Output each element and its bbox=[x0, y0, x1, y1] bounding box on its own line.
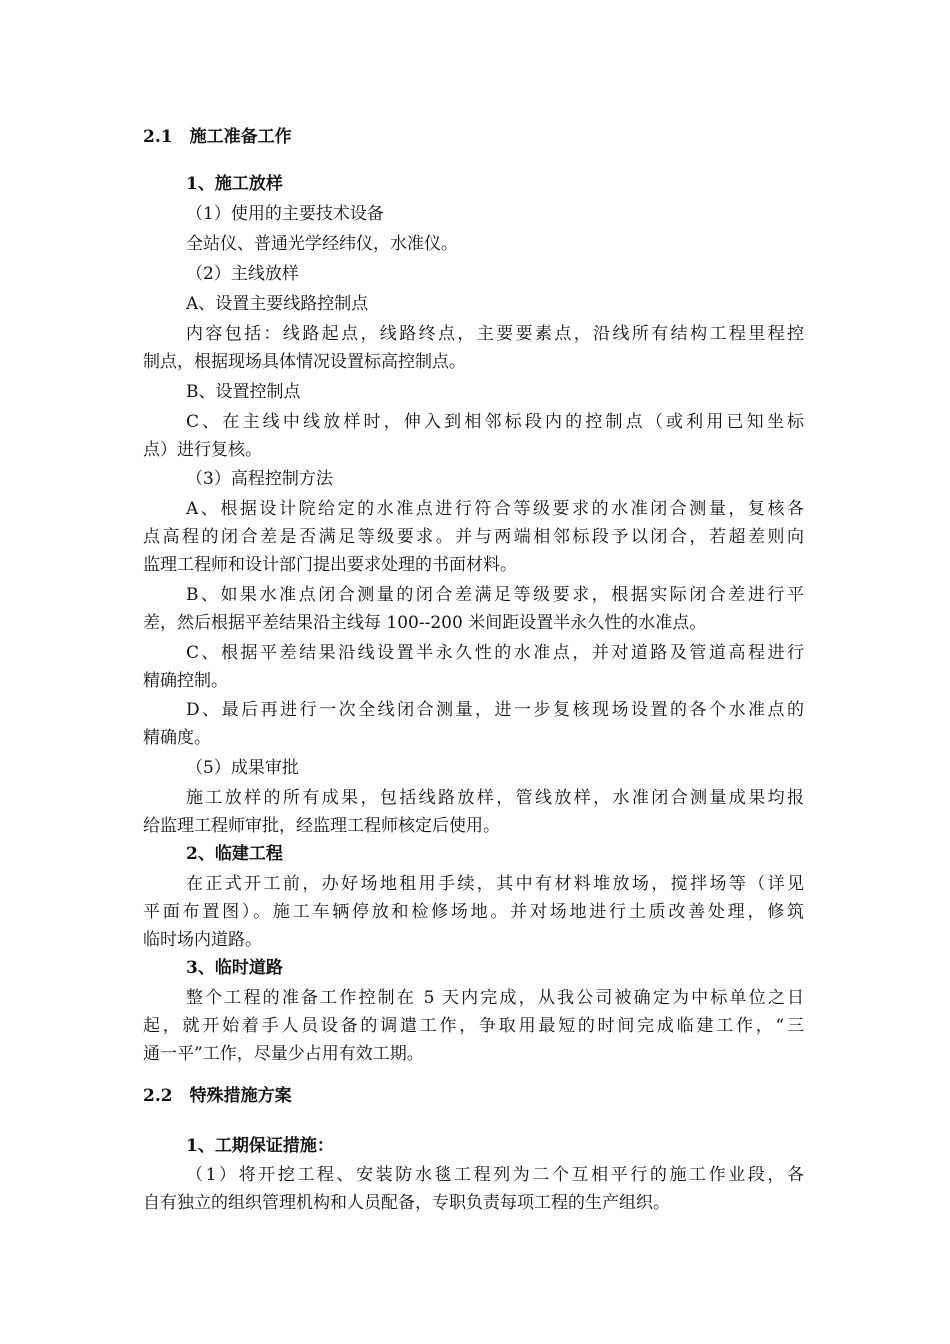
paragraph-line-wrap bbox=[143, 524, 804, 550]
paragraph-line: 通一平”工作，尽量少占用有效工期。 bbox=[143, 1044, 424, 1064]
subheading-construction-layout: 1、施工放样 bbox=[186, 174, 283, 194]
paragraph-line-wrap bbox=[186, 582, 804, 608]
subheading-temporary-roads: 3、临时道路 bbox=[186, 958, 283, 978]
paragraph-line-wrap bbox=[186, 1162, 804, 1188]
paragraph-line-wrap bbox=[186, 871, 804, 897]
paragraph-line: D、最后再进行一次全线闭合测量，进一步复核现场设置的各个水准点的 bbox=[186, 700, 804, 720]
paragraph-line: 平面布置图）。施工车辆停放和检修场地。并对场地进行土质改善处理，修筑 bbox=[143, 902, 804, 922]
paragraph-line: B、设置控制点 bbox=[186, 382, 301, 402]
paragraph-line: 临时场内道路。 bbox=[143, 930, 262, 950]
paragraph-line-wrap bbox=[143, 1013, 804, 1039]
paragraph-line: 整个工程的准备工作控制在 5 天内完成，从我公司被确定为中标单位之日 bbox=[186, 988, 804, 1008]
paragraph-line-wrap bbox=[143, 899, 804, 925]
paragraph-line-wrap bbox=[186, 697, 804, 723]
paragraph-line: 自有独立的组织管理机构和人员配备，专职负责每项工程的生产组织。 bbox=[143, 1193, 670, 1213]
paragraph-line: C、在主线中线放样时，伸入到相邻标段内的控制点（或利用已知坐标 bbox=[186, 412, 804, 432]
paragraph-line-wrap bbox=[186, 785, 804, 811]
paragraph-line: 点）进行复核。 bbox=[143, 440, 262, 460]
paragraph-line: 全站仪、普通光学经纬仪，水准仪。 bbox=[186, 234, 458, 254]
paragraph-line-wrap bbox=[186, 640, 804, 666]
paragraph-line-wrap bbox=[186, 409, 804, 435]
paragraph-line: A、设置主要线路控制点 bbox=[186, 294, 369, 314]
paragraph-line: （5）成果审批 bbox=[186, 758, 299, 778]
paragraph-line-wrap bbox=[186, 985, 804, 1011]
subheading-schedule-guarantee: 1、工期保证措施： bbox=[186, 1136, 334, 1156]
paragraph-line: （2）主线放样 bbox=[186, 264, 299, 284]
paragraph-line: 在正式开工前，办好场地租用手续，其中有材料堆放场，搅拌场等（详见 bbox=[186, 874, 804, 894]
paragraph-line: 监理工程师和设计部门提出要求处理的书面材料。 bbox=[143, 555, 517, 575]
paragraph-line: B、如果水准点闭合测量的闭合差满足等级要求，根据实际闭合差进行平 bbox=[186, 585, 804, 605]
paragraph-line: （3）高程控制方法 bbox=[186, 469, 333, 489]
paragraph-line-wrap bbox=[186, 321, 804, 347]
paragraph-line: 内容包括：线路起点，线路终点，主要要素点，沿线所有结构工程里程控 bbox=[186, 324, 804, 344]
paragraph-line: 精确度。 bbox=[143, 728, 211, 748]
section-heading-2-1: 2.1 施工准备工作 bbox=[143, 127, 292, 147]
paragraph-line: （1）使用的主要技术设备 bbox=[186, 204, 384, 224]
section-heading-2-2: 2.2 特殊措施方案 bbox=[143, 1086, 292, 1106]
paragraph-line-wrap bbox=[186, 496, 804, 522]
paragraph-line: 精确控制。 bbox=[143, 671, 228, 691]
paragraph-line: 起，就开始着手人员设备的调遣工作，争取用最短的时间完成临建工作，“三 bbox=[143, 1016, 804, 1036]
paragraph-line: 差，然后根据平差结果沿主线每 100--200 米间距设置半永久性的水准点。 bbox=[143, 613, 707, 633]
paragraph-line: 点高程的闭合差是否满足等级要求。并与两端相邻标段予以闭合，若超差则向 bbox=[143, 527, 804, 547]
paragraph-line: 制点，根据现场具体情况设置标高控制点。 bbox=[143, 352, 466, 372]
paragraph-line: 给监理工程师审批，经监理工程师核定后使用。 bbox=[143, 816, 500, 836]
paragraph-line: （1）将开挖工程、安装防水毯工程列为二个互相平行的施工作业段，各 bbox=[186, 1165, 804, 1185]
paragraph-line: A、根据设计院给定的水准点进行符合等级要求的水准闭合测量，复核各 bbox=[186, 499, 804, 519]
paragraph-line: C、根据平差结果沿线设置半永久性的水准点，并对道路及管道高程进行 bbox=[186, 643, 804, 663]
subheading-temporary-works: 2、临建工程 bbox=[186, 844, 283, 864]
paragraph-line: 施工放样的所有成果，包括线路放样，管线放样，水准闭合测量成果均报 bbox=[186, 788, 804, 808]
